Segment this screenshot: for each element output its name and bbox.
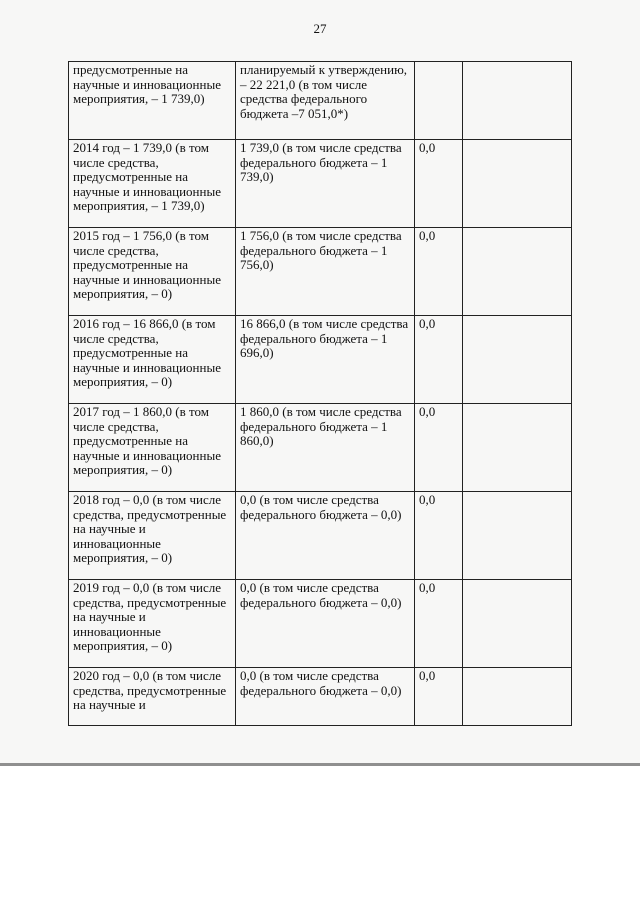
table-cell-federal-budget: 0,0 (в том числе средства федерального бюджета – 0,0) [236,580,415,668]
table-row [69,404,572,492]
table-cell-other [415,62,463,140]
table-cell-federal-budget: 1 860,0 (в том числе средства федерального бюджета – 1 860,0) [236,404,415,492]
table-cell-federal-budget: 16 866,0 (в том числе средства федерального бюджета – 1 696,0) [236,316,415,404]
table-cell-federal-budget: 1 756,0 (в том числе средства федерального бюджета – 1 756,0) [236,228,415,316]
table-cell-other: 0,0 [415,668,463,726]
table-cell-federal-budget: 0,0 (в том числе средства федерального бюджета – 0,0) [236,668,415,726]
table-row [69,492,572,580]
table-cell-empty [463,580,572,668]
table-cell-total-funding: предусмотренные на научные и инновационные мероприятия, – 1 739,0) [69,62,236,140]
table-row [69,580,572,668]
table-row [69,62,572,140]
table-cell-total-funding: 2017 год – 1 860,0 (в том числе средства, предусмотренные на научные и инновационные мероприятия, – 0) [69,404,236,492]
table-row [69,140,572,228]
table-cell-federal-budget: 1 739,0 (в том числе средства федерального бюджета – 1 739,0) [236,140,415,228]
table-cell-other: 0,0 [415,140,463,228]
table-cell-empty [463,228,572,316]
table-cell-other: 0,0 [415,228,463,316]
table-row [69,316,572,404]
table-cell-empty [463,668,572,726]
table-cell-total-funding: 2018 год – 0,0 (в том числе средства, предусмотренные на научные и инновационные мероприятия, – 0) [69,492,236,580]
table-cell-other: 0,0 [415,580,463,668]
table-cell-total-funding: 2019 год – 0,0 (в том числе средства, предусмотренные на научные и инновационные мероприятия, – 0) [69,580,236,668]
table-cell-other: 0,0 [415,316,463,404]
table-cell-federal-budget: 0,0 (в том числе средства федерального бюджета – 0,0) [236,492,415,580]
table-cell-total-funding: 2016 год – 16 866,0 (в том числе средства, предусмотренные на научные и инновационные мероприятия, – 0) [69,316,236,404]
table-cell-empty [463,316,572,404]
table-cell-federal-budget: планируемый к утверждению, – 22 221,0 (в том числе средства федерального бюджета –7 051,0*) [236,62,415,140]
table-cell-empty [463,492,572,580]
table-cell-empty [463,62,572,140]
table-cell-total-funding: 2020 год – 0,0 (в том числе средства, предусмотренные на научные и [69,668,236,726]
table-cell-empty [463,140,572,228]
table-cell-other: 0,0 [415,492,463,580]
page-number: 27 [313,21,327,36]
table-cell-total-funding: 2014 год – 1 739,0 (в том числе средства, предусмотренные на научные и инновационные мероприятия, – 1 739,0) [69,140,236,228]
table-cell-total-funding: 2015 год – 1 756,0 (в том числе средства, предусмотренные на научные и инновационные мероприятия, – 0) [69,228,236,316]
table-cell-other: 0,0 [415,404,463,492]
budget-table [68,61,572,726]
table-row [69,668,572,726]
table-row [69,228,572,316]
table-cell-empty [463,404,572,492]
